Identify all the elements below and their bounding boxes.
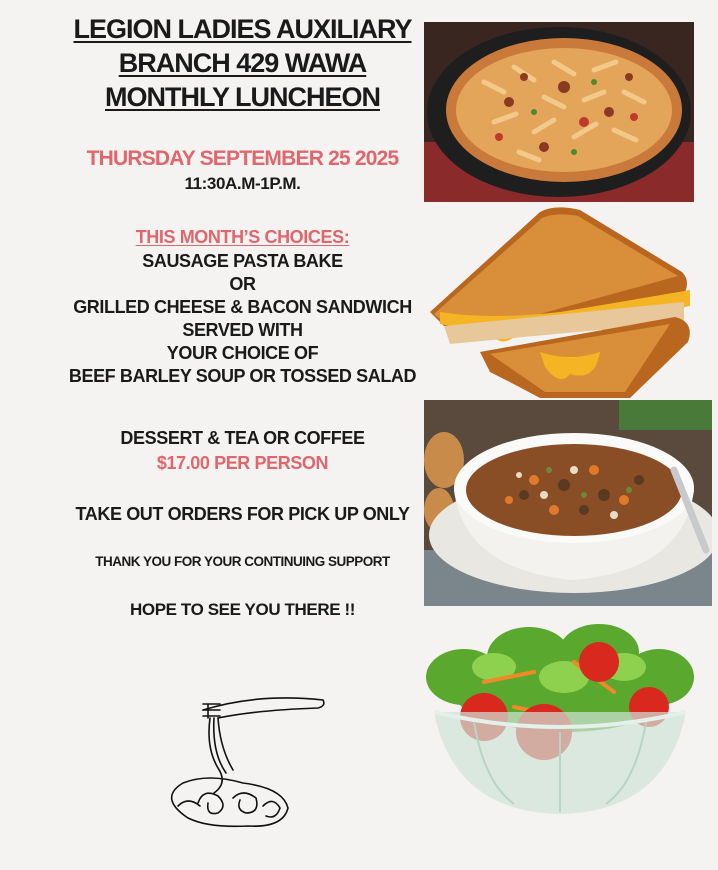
price-line: $17.00 PER PERSON — [156, 453, 329, 473]
menu-line: YOUR CHOICE OF — [166, 343, 319, 363]
title-line-3: MONTHLY LUNCHEON — [104, 82, 380, 112]
closing-line: HOPE TO SEE YOU THERE !! — [130, 600, 355, 619]
tossed-salad-photo — [424, 622, 696, 816]
pasta-bake-photo — [424, 22, 694, 202]
menu-line: SERVED WITH — [182, 320, 303, 340]
menu-line: OR — [229, 274, 256, 294]
title-line-2: BRANCH 429 WAWA — [118, 48, 367, 78]
menu-list — [40, 250, 445, 388]
flyer-title — [40, 12, 445, 114]
dessert-line: DESSERT & TEA OR COFFEE — [120, 428, 365, 448]
menu-line: BEEF BARLEY SOUP OR TOSSED SALAD — [68, 366, 417, 386]
soup-bowl-photo — [424, 400, 712, 606]
thanks-line: THANK YOU FOR YOUR CONTINUING SUPPORT — [95, 554, 390, 569]
title-line-1: LEGION LADIES AUXILIARY — [73, 14, 412, 44]
grilled-cheese-photo — [420, 202, 698, 400]
event-date: THURSDAY SEPTEMBER 25 2025 — [86, 147, 399, 170]
menu-line: SAUSAGE PASTA BAKE — [142, 251, 343, 271]
menu-line: GRILLED CHEESE & BACON SANDWICH — [73, 297, 412, 317]
choices-heading: THIS MONTH’S CHOICES: — [135, 227, 350, 247]
takeout-line: TAKE OUT ORDERS FOR PICK UP ONLY — [75, 504, 410, 524]
event-time: 11:30A.M-1P.M. — [184, 174, 301, 193]
pasta-fork-line-drawing — [148, 688, 333, 838]
